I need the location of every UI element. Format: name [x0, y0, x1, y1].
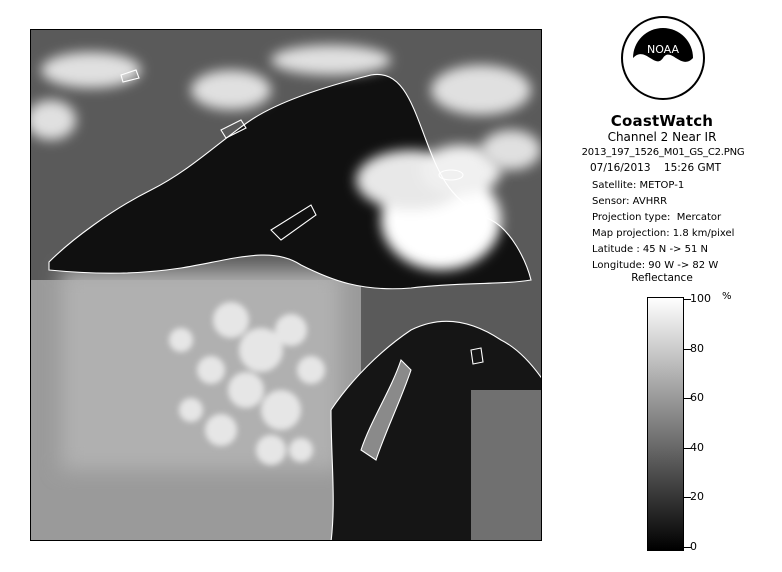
satellite-image-canvas	[31, 30, 542, 541]
legend-tick-label: 80	[690, 342, 704, 355]
legend-tick-label: 40	[690, 441, 704, 454]
latitude-text: Latitude : 45 N -> 51 N	[592, 244, 708, 255]
channel-label: Channel 2 Near IR	[607, 130, 717, 144]
date-time-line	[590, 162, 721, 174]
projection-type-text: Projection type: Mercator	[592, 212, 722, 223]
noaa-seal-icon	[620, 15, 706, 101]
legend-tick-label: 100	[690, 292, 711, 305]
legend-tick-label: 0	[690, 540, 697, 553]
date-text: 07/16/2013	[590, 162, 651, 174]
map-projection-text: Map projection: 1.8 km/pixel	[592, 228, 735, 239]
longitude-text: Longitude: 90 W -> 82 W	[592, 260, 719, 271]
satellite-image	[30, 29, 542, 541]
legend-unit: %	[722, 291, 732, 302]
legend-title: Reflectance	[631, 272, 693, 284]
logo-center-text: NOAA	[646, 43, 680, 56]
legend-tick-label: 20	[690, 490, 704, 503]
noaa-logo	[620, 15, 706, 101]
sensor-text: Sensor: AVHRR	[592, 196, 668, 207]
panel-title: CoastWatch	[610, 112, 714, 130]
time-text: 15:26 GMT	[663, 162, 722, 174]
legend-tick-label: 60	[690, 391, 704, 404]
satellite-text: Satellite: METOP-1	[592, 180, 685, 191]
reflectance-colorbar	[647, 297, 684, 551]
file-name: 2013_197_1526_M01_GS_C2.PNG	[581, 147, 745, 158]
